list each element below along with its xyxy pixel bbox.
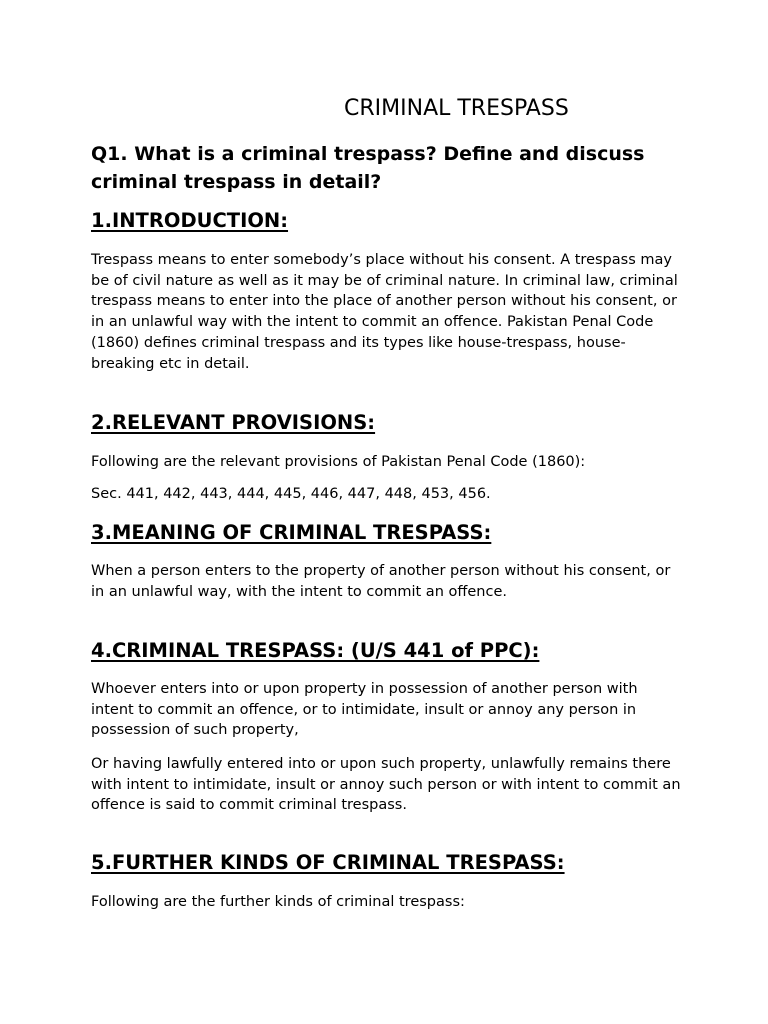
section-heading-relevant-provisions: 2.RELEVANT PROVISIONS:: [91, 411, 376, 434]
section-441-paragraph-1: Whoever enters into or upon property in possession of another person with intent to commit an offence, or to intimidate, insult or annoy any person in possession of such property,: [91, 681, 638, 739]
meaning-paragraph: When a person enters to the property of another person without his consent, or in an unlawful way, with the intent to commit an offence.: [91, 563, 671, 600]
page-title: CRIMINAL TRESPASS: [344, 96, 569, 121]
provisions-sections-list: Sec. 441, 442, 443, 444, 445, 446, 447, 448, 453, 456.: [91, 486, 491, 502]
question-text: Q1. What is a criminal trespass? Define and discuss criminal trespass in detail?: [91, 143, 645, 193]
section-heading-introduction: 1.INTRODUCTION:: [91, 209, 289, 232]
introduction-paragraph: Trespass means to enter somebody’s place without his consent. A trespass may be of civil nature as well as it may be of criminal nature. In criminal law, criminal trespass means to enter into the place of another person without his consent, or in an unlawful way with the intent to commit an offence. Pakistan Penal Code (1860) defines criminal trespass and its types like house-trespass, house-breaking etc in detail.: [91, 252, 678, 372]
section-heading-further-kinds: 5.FURTHER KINDS OF CRIMINAL TRESPASS:: [91, 851, 565, 874]
section-heading-criminal-trespass-441: 4.CRIMINAL TRESPASS: (U/S 441 of PPC):: [91, 639, 540, 662]
further-kinds-paragraph: Following are the further kinds of criminal trespass:: [91, 894, 465, 910]
section-441-paragraph-2: Or having lawfully entered into or upon such property, unlawfully remains there with intent to intimidate, insult or annoy such person or with intent to commit an offence is said to commit criminal trespass.: [91, 756, 681, 814]
provisions-intro-paragraph: Following are the relevant provisions of Pakistan Penal Code (1860):: [91, 454, 586, 470]
section-heading-meaning: 3.MEANING OF CRIMINAL TRESPASS:: [91, 521, 492, 544]
